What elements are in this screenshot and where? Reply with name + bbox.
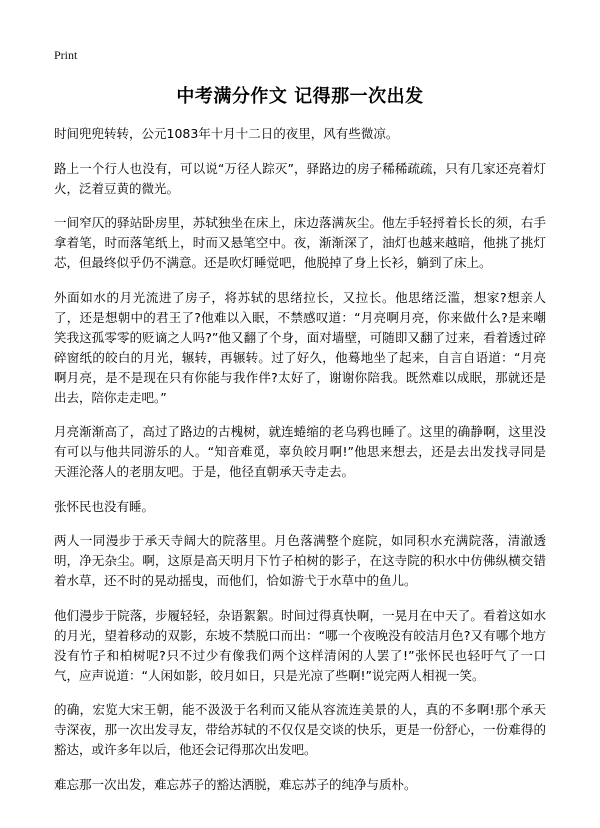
paragraph: 一间窄仄的驿站卧房里，苏轼独坐在床上，床边落满灰尘。他左手轻捋着长长的须，右手拿着笔，时而落笔纸上，时而又悬笔空中。夜，渐渐深了，油灯也越来越暗，他挑了挑灯芯，但最终似乎仍不满意。还是吹灯睡觉吧，他脱掉了身上长衫，躺到了床上。 [54, 215, 546, 270]
paragraph: 的确，宏览大宋王朝，能不汲汲于名利而又能从容流连美景的人，真的不多啊!那个承天寺深夜，那一次出发寻友，带给苏轼的不仅仅是交谈的快乐，更是一份舒心，一份难得的豁达，或许多年以后，他还会记得那次出发吧。 [54, 702, 546, 757]
paragraph: 难忘那一次出发，难忘苏子的豁达洒脱，难忘苏子的纯净与质朴。 [54, 776, 417, 792]
article-body [54, 124, 546, 795]
paragraph: 外面如水的月光流进了房子，将苏轼的思绪拉长，又拉长。他思绪泛滥，想家?想亲人了，还是想朝中的君王了?他难以入眠，不禁感叹道：“月亮啊月亮，你来做什么?是来嘲笑我这孤零零的贬谪之人吗?”他又翻了个身，面对墙壁，可随即又翻了过来，看着透过碎碎窗纸的皎白的月光，辗转，再辗转。过了好久，他蓦地坐了起来，自言自语道：“月亮啊月亮，是不是现在只有你能与我作伴?太好了，谢谢你陪我。既然难以成眠，那就还是出去，陪你走走吧。” [54, 289, 546, 405]
paragraph: 张怀民也没有睡。 [54, 498, 155, 514]
paragraph: 两人一同漫步于承天寺阔大的院落里。月色落满整个庭院，如同积水充满院落，清澈透明，净无杂尘。啊，这原是高天明月下竹子柏树的影子，在这寺院的积水中仿佛纵横交错着水草，还不时的晃动摇曳，而他们，恰如游弋于水草中的鱼儿。 [54, 533, 546, 588]
article-title: 中考满分作文 记得那一次出发 [176, 86, 424, 107]
paragraph: 他们漫步于院落，步履轻轻，杂语絮絮。时间过得真快啊，一晃月在中天了。看着这如水的月光，望着移动的双影，东坡不禁脱口而出：“哪一个夜晚没有皎洁月色?又有哪个地方没有竹子和柏树呢?只不过少有像我们两个这样清闲的人罢了!”张怀民也轻吁气了一口气，应声说道：“人闲如影，皎月如日，只是光凉了些啊!”说完两人相视一笑。 [54, 607, 546, 683]
paragraph: 月亮渐渐高了，高过了路边的古槐树，就连蜷缩的老乌鸦也睡了。这里的确静啊，这里没有可以与他共同游乐的人。“知音难觅，辜负皎月啊!”他思来想去，还是去出发找寻同是天涯沦落人的老朋友吧。于是，他径直朝承天寺走去。 [54, 424, 546, 479]
paragraph: 路上一个行人也没有，可以说“万径人踪灭”，驿路边的房子稀稀疏疏，只有几家还亮着灯火，泛着豆黄的微光。 [54, 160, 546, 196]
print-label: Print [54, 48, 78, 62]
paragraph: 时间兜兜转转，公元1083年十月十二日的夜里，风有些微凉。 [54, 126, 399, 141]
